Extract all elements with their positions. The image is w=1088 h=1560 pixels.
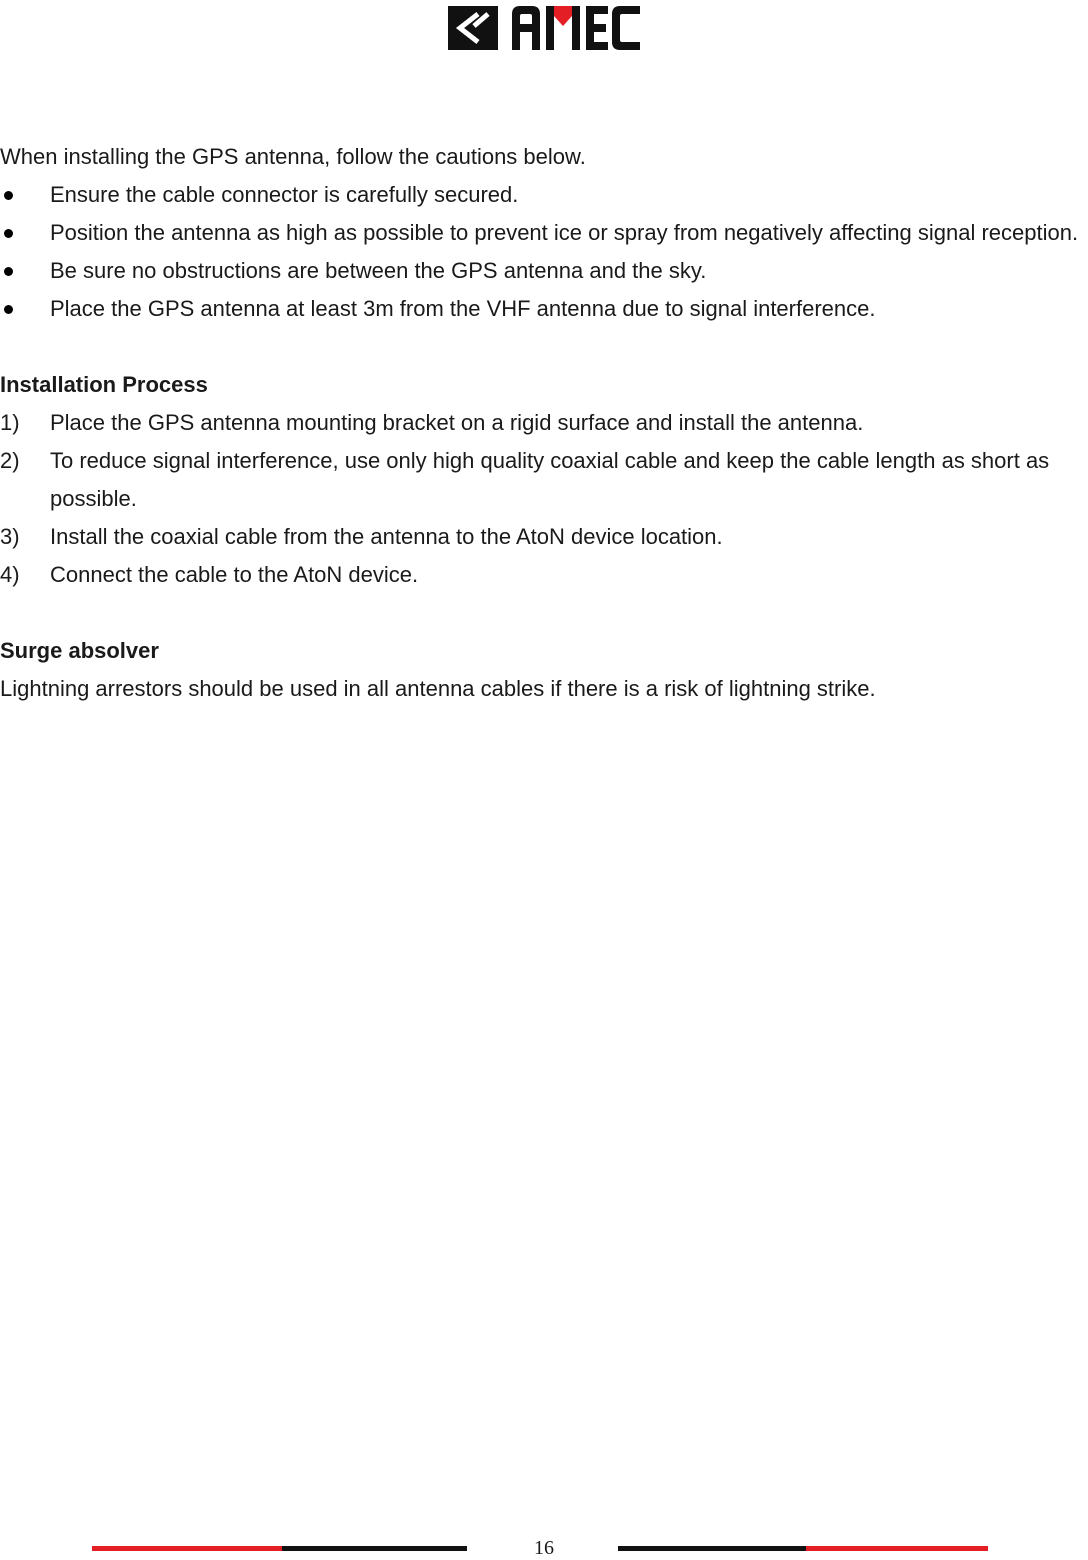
list-item: 3) Install the coaxial cable from the antenna to the AtoN device location. [0,518,1088,556]
list-item: 2) To reduce signal interference, use only high quality coaxial cable and keep the cable length as short as possible. [0,442,1088,518]
intro-text: When installing the GPS antenna, follow the cautions below. [0,144,586,169]
page-number: 16 [534,1537,554,1559]
list-item: Be sure no obstructions are between the GPS antenna and the sky. [0,252,1088,290]
step-number: 3) [0,524,20,549]
footer-line-left-dark [282,1546,467,1551]
list-item: 1) Place the GPS antenna mounting bracket on a rigid surface and install the antenna. [0,404,1088,442]
step-number: 1) [0,410,20,435]
amec-logo [448,4,640,52]
step-number: 2) [0,448,20,473]
cautions-list [0,176,1088,328]
footer-line-left-red [92,1546,282,1551]
surge-heading: Surge absolver [0,638,159,663]
footer-line-right-red [806,1546,988,1551]
bullet-icon [4,305,13,314]
list-item: 4) Connect the cable to the AtoN device. [0,556,1088,594]
installation-steps [0,404,1088,594]
step-number: 4) [0,562,20,587]
page-content [0,138,1088,708]
bullet-icon [4,229,13,238]
list-item: Position the antenna as high as possible to prevent ice or spray from negatively affecting signal reception. [0,214,1088,252]
installation-heading: Installation Process [0,372,208,397]
list-item: Ensure the cable connector is carefully secured. [0,176,1088,214]
footer-line-right-dark [618,1546,806,1551]
surge-text: Lightning arrestors should be used in all antenna cables if there is a risk of lightning strike. [0,676,876,701]
bullet-icon [4,267,13,276]
bullet-icon [4,191,13,200]
list-item: Place the GPS antenna at least 3m from the VHF antenna due to signal interference. [0,290,1088,328]
